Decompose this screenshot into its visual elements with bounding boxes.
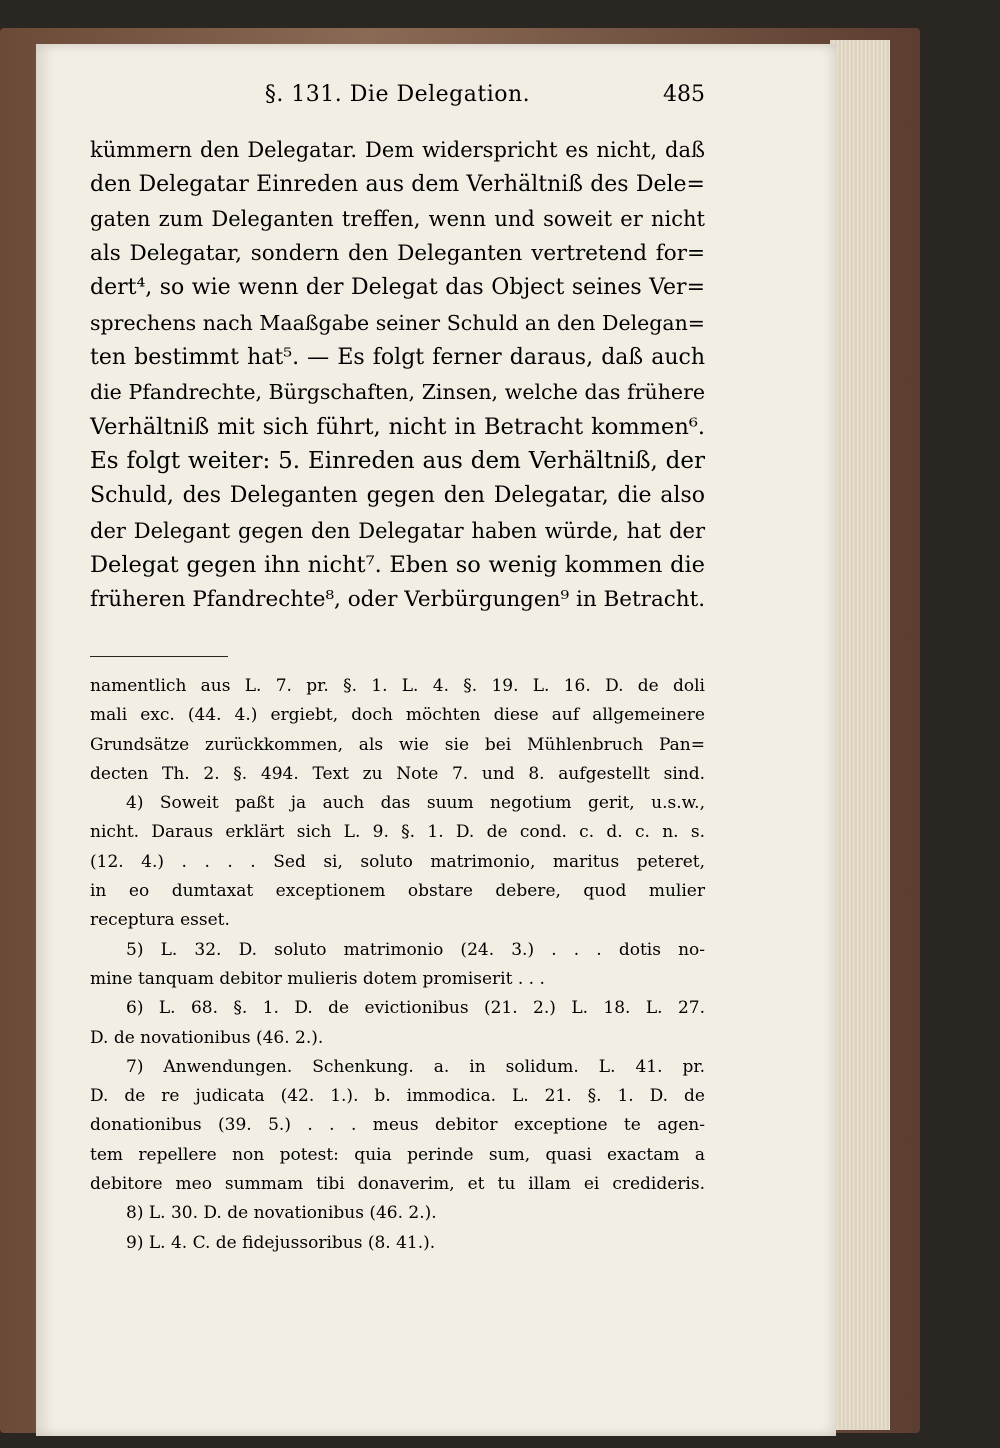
page-edges <box>830 40 890 1430</box>
body-line: der Delegant gegen den Delegatar haben würde, hat der <box>90 518 705 543</box>
body-line: gaten zum Deleganten treffen, wenn und soweit er nicht <box>90 207 705 232</box>
body-line: ten bestimmt hat⁵. — Es folgt ferner daraus, daß auch <box>90 344 705 370</box>
footnote-line: donationibus (39. 5.) . . . meus debitor exceptione te agen- <box>90 1115 705 1136</box>
footnote-line: (12. 4.) . . . . Sed si, soluto matrimonio, maritus peteret, <box>90 851 705 872</box>
footnote-line: tem repellere non potest: quia perinde sum, quasi exactam a <box>90 1144 705 1165</box>
footnote-line: 5) L. 32. D. soluto matrimonio (24. 3.) . . . dotis no- <box>126 939 705 960</box>
footnote-line: 4) Soweit paßt ja auch das suum negotium gerit, u.s.w., <box>126 793 705 814</box>
running-header <box>90 82 705 118</box>
body-line: Es folgt weiter: 5. Einreden aus dem Verhältniß, der <box>90 448 705 475</box>
footnote-line: namentlich aus L. 7. pr. §. 1. L. 4. §. 19. L. 16. D. de doli <box>90 676 705 696</box>
running-title: §. 131. Die Delegation. <box>264 82 531 107</box>
footnote-line: 6) L. 68. §. 1. D. de evictionibus (21. 2.) L. 18. L. 27. <box>126 998 705 1019</box>
footnote-divider <box>90 656 228 657</box>
body-line: als Delegatar, sondern den Deleganten vertretend for= <box>90 240 705 266</box>
body-line: früheren Pfandrechte⁸, oder Verbürgungen⁹ in Betracht. <box>90 586 706 612</box>
footnote-line: in eo dumtaxat exceptionem obstare debere, quod mulier <box>90 881 705 902</box>
footnote-line: decten Th. 2. §. 494. Text zu Note 7. und 8. aufgestellt sind. <box>90 763 705 784</box>
footnote-line: D. de novationibus (46. 2.). <box>90 1027 324 1048</box>
body-line: Delegat gegen ihn nicht⁷. Eben so wenig kommen die <box>90 552 705 579</box>
footnote-line: debitore meo summam tibi donaverim, et tu illam ei credideris. <box>90 1174 705 1195</box>
footnote-line: Grundsätze zurückkommen, als wie sie bei Mühlenbruch Pan= <box>90 734 705 755</box>
body-line: Verhältniß mit sich führt, nicht in Betracht kommen⁶. <box>90 413 705 440</box>
body-line: die Pfandrechte, Bürgschaften, Zinsen, welche das frühere <box>90 380 705 405</box>
footnotes <box>90 672 705 1258</box>
body-line: sprechens nach Maaßgabe seiner Schuld an den Delegan= <box>90 310 705 335</box>
body-line: dert⁴, so wie wenn der Delegat das Object seines Ver= <box>90 275 705 301</box>
footnote-line: 8) L. 30. D. de novationibus (46. 2.). <box>126 1203 437 1224</box>
footnote-line: 9) L. 4. C. de fidejussoribus (8. 41.). <box>126 1232 436 1253</box>
footnote-line: nicht. Daraus erklärt sich L. 9. §. 1. D. de cond. c. d. c. n. s. <box>90 822 705 843</box>
body-line: kümmern den Delegatar. Dem widerspricht es nicht, daß <box>90 138 705 162</box>
footnote-line: mali exc. (44. 4.) ergiebt, doch möchten diese auf allgemeinere <box>90 705 705 726</box>
footnote-line: 7) Anwendungen. Schenkung. a. in solidum. L. 41. pr. <box>126 1056 705 1077</box>
footnote-line: mine tanquam debitor mulieris dotem promiserit . . . <box>90 968 545 989</box>
body-line: den Delegatar Einreden aus dem Verhältniß des Dele= <box>90 171 705 197</box>
body-text <box>90 133 705 617</box>
footnote-line: receptura esset. <box>90 910 230 931</box>
body-line: Schuld, des Deleganten gegen den Delegatar, die also <box>90 482 705 508</box>
footnote-line: D. de re judicata (42. 1.). b. immodica. L. 21. §. 1. D. de <box>90 1086 705 1107</box>
page-number: 485 <box>663 82 705 107</box>
